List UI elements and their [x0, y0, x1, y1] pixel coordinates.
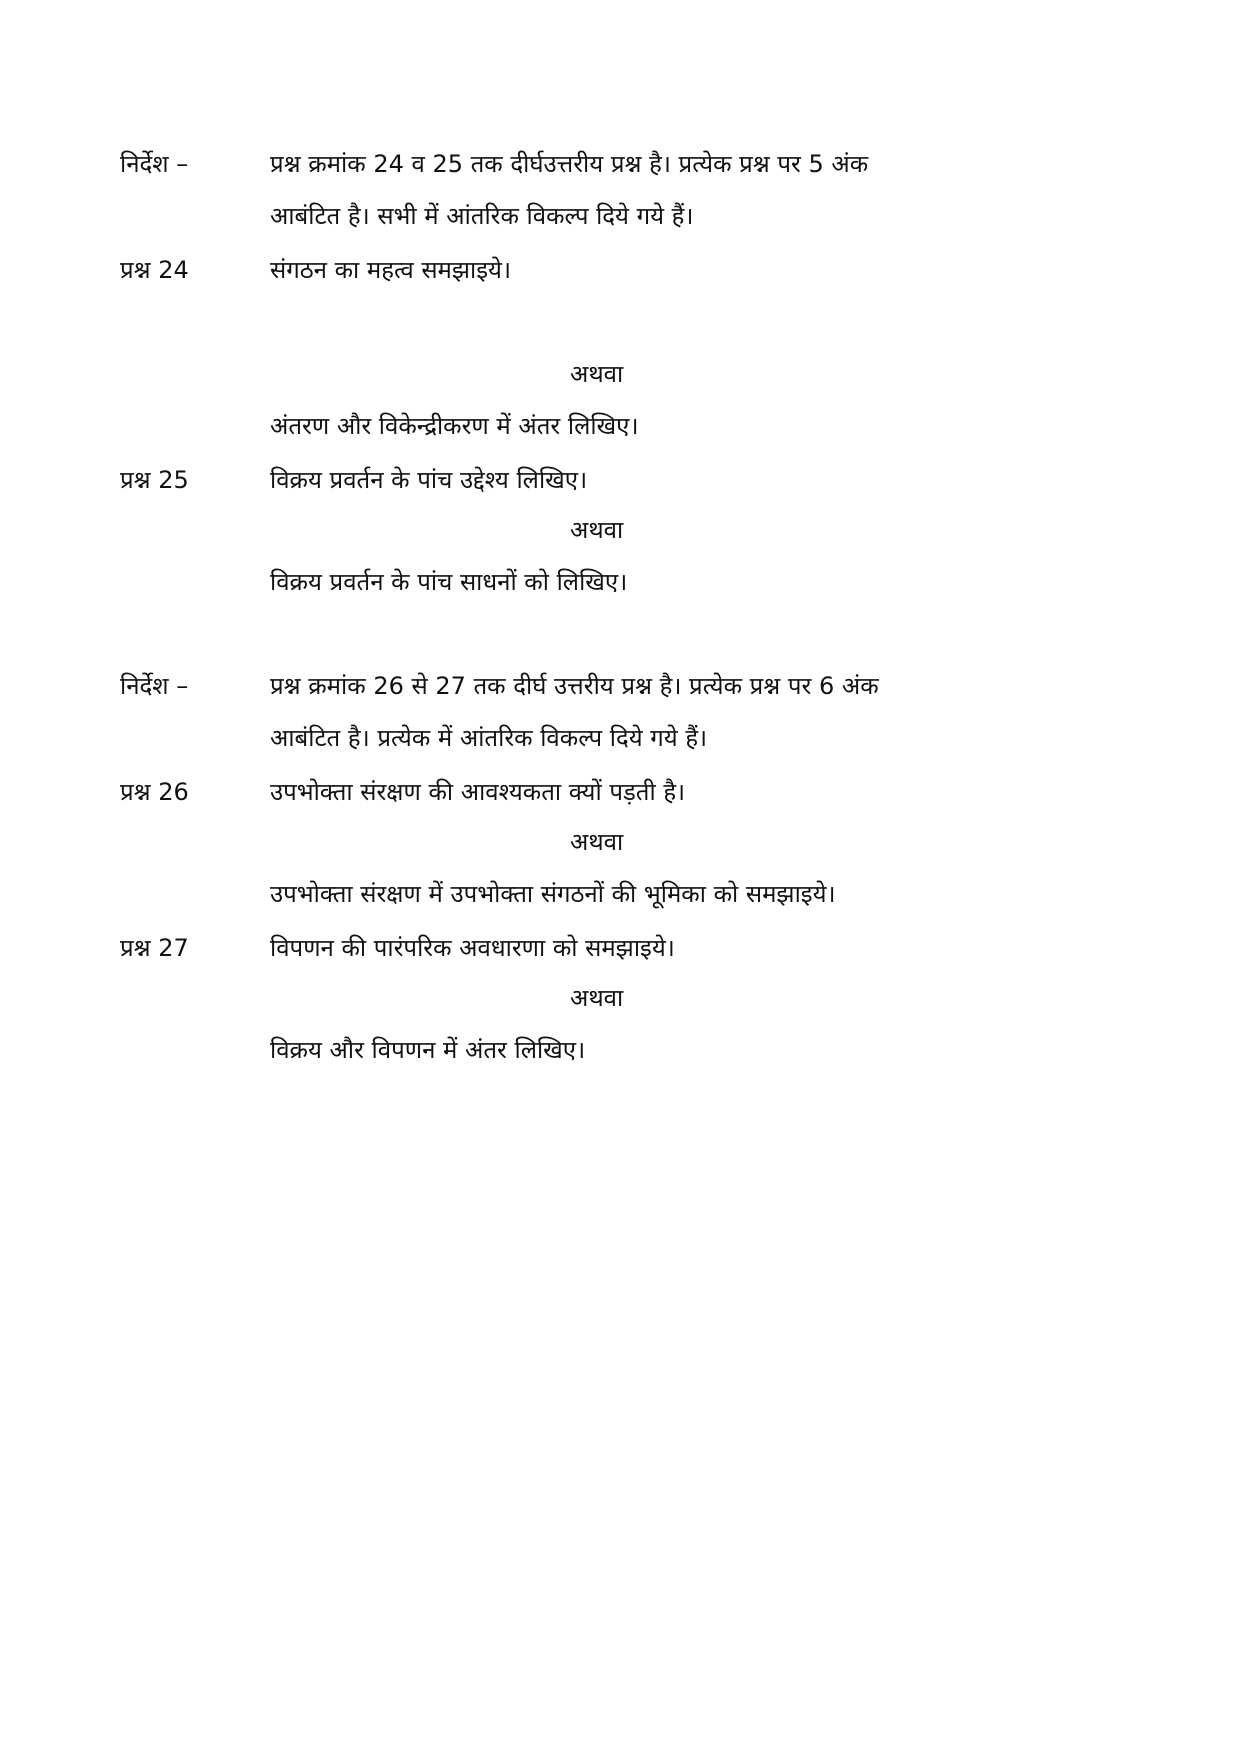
question-27-alt: विक्रय और विपणन में अंतर लिखिए। — [270, 1036, 586, 1064]
question-26-text: उपभोक्ता संरक्षण की आवश्यकता क्यों पड़ती है। — [270, 778, 686, 806]
section1-direction-line2: आबंटित है। सभी में आंतरिक विकल्प दिये गये हैं। — [270, 202, 694, 230]
question-25-alt: विक्रय प्रवर्तन के पांच साधनों को लिखिए। — [270, 568, 628, 596]
question-26-label: प्रश्न 26 — [120, 778, 189, 806]
question-24-or: अथवा — [570, 360, 624, 388]
question-25-or: अथवा — [570, 516, 624, 544]
question-27-label: प्रश्न 27 — [120, 934, 189, 962]
section1-direction-line1: प्रश्न क्रमांक 24 व 25 तक दीर्घउत्तरीय प्रश्न है। प्रत्येक प्रश्न पर 5 अंक — [270, 150, 869, 178]
question-24-text: संगठन का महत्व समझाइये। — [270, 256, 512, 284]
question-24-alt: अंतरण और विकेन्द्रीकरण में अंतर लिखिए। — [270, 412, 639, 440]
section1-direction-label: निर्देश – — [120, 150, 189, 178]
question-24-label: प्रश्न 24 — [120, 256, 189, 284]
question-27-or: अथवा — [570, 984, 624, 1012]
question-25-label: प्रश्न 25 — [120, 466, 189, 494]
section2-direction-line2: आबंटित है। प्रत्येक में आंतरिक विकल्प दिये गये हैं। — [270, 724, 708, 752]
question-26-alt: उपभोक्ता संरक्षण में उपभोक्ता संगठनों की भूमिका को समझाइये। — [270, 880, 836, 908]
section2-direction-line1: प्रश्न क्रमांक 26 से 27 तक दीर्घ उत्तरीय प्रश्न है। प्रत्येक प्रश्न पर 6 अंक — [270, 672, 879, 700]
question-26-or: अथवा — [570, 828, 624, 856]
question-27-text: विपणन की पारंपरिक अवधारणा को समझाइये। — [270, 934, 675, 962]
question-25-text: विक्रय प्रवर्तन के पांच उद्देश्य लिखिए। — [270, 466, 588, 494]
section2-direction-label: निर्देश – — [120, 672, 189, 700]
